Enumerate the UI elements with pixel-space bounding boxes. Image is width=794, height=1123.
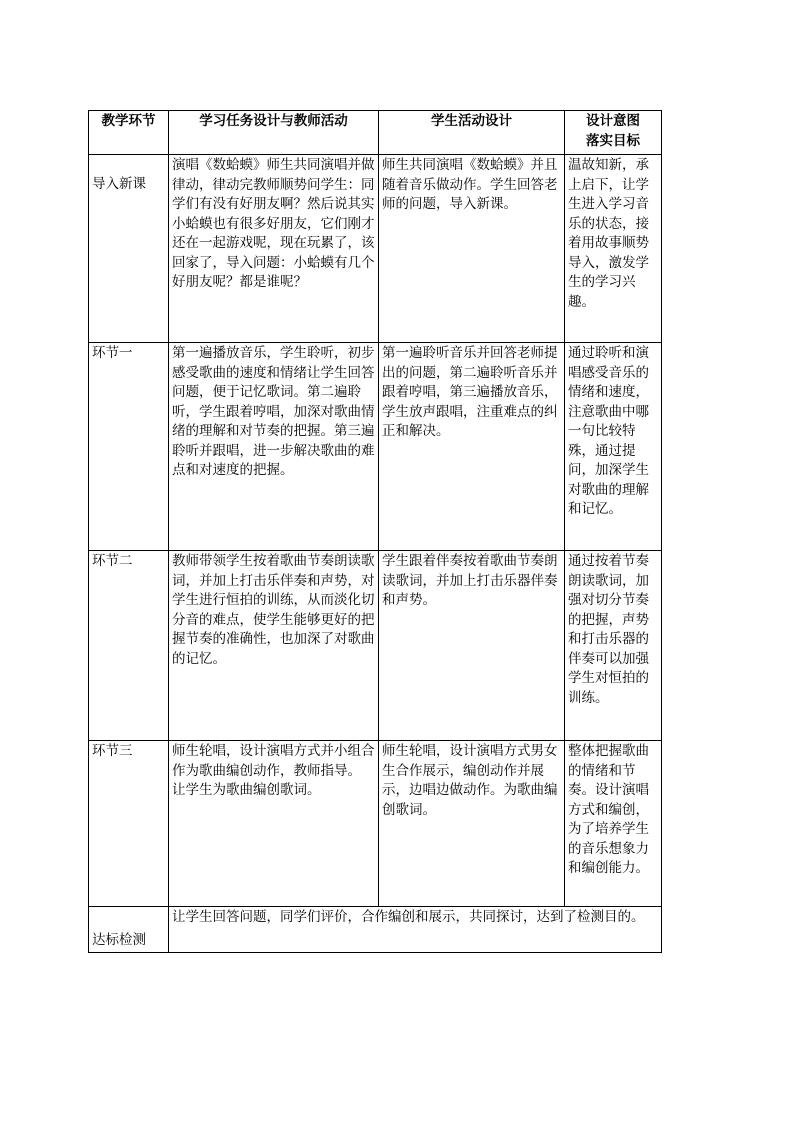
stage-label: 达标检测 [89,907,169,953]
teacher-activity: 演唱《数蛤蟆》师生共同演唱并做律动，律动完教师顺势问学生：同学们有没有好朋友啊？然后说其实小蛤蟆也有很多好朋友，它们刚才还在一起游戏呢，现在玩累了，该回家了，导入问题：小蛤蟆有几个好朋友呢？都是谁呢？ [169,155,379,343]
header-design-intent: 设计意图 落实目标 [565,111,662,155]
design-intent: 整体把握歌曲的情绪和节奏。设计演唱方式和编创，为了培养学生的音乐想象力和编创能力。 [565,741,662,907]
stage-label: 环节二 [89,551,169,741]
header-student-activity: 学生活动设计 [379,111,565,155]
design-intent: 通过聆听和演唱感受音乐的情绪和速度，注意歌曲中哪一句比较特殊，通过提问，加深学生对歌曲的理解和记忆。 [565,343,662,551]
student-activity: 师生轮唱，设计演唱方式男女生合作展示，编创动作并展示，边唱边做动作。为歌曲编创歌词。 [379,741,565,907]
lesson-plan-table [88,110,662,953]
header-row [89,111,662,155]
stage-label: 环节三 [89,741,169,907]
table-row [89,155,662,343]
teacher-activity: 教师带领学生按着歌曲节奏朗读歌词，并加上打击乐伴奏和声势，对学生进行恒拍的训练，从而淡化切分音的难点，使学生能够更好的把握节奏的准确性，也加深了对歌曲的记忆。 [169,551,379,741]
stage-label: 导入新课 [89,155,169,343]
design-intent: 温故知新，承上启下，让学生进入学习音乐的状态，接着用故事顺势导入，激发学生的学习兴趣。 [565,155,662,343]
teacher-activity: 第一遍播放音乐，学生聆听，初步感受歌曲的速度和情绪让学生回答问题，便于记忆歌词。第二遍聆听，学生跟着哼唱，加深对歌曲情绪的理解和对节奏的把握。第三遍聆听并跟唱，进一步解决歌曲的难点和对速度的把握。 [169,343,379,551]
student-activity: 第一遍聆听音乐并回答老师提出的问题，第二遍聆听音乐并跟着哼唱，第三遍播放音乐，学生放声跟唱，注重难点的纠正和解决。 [379,343,565,551]
summary-text: 让学生回答问题，同学们评价，合作编创和展示，共同探讨，达到了检测目的。 [169,907,662,953]
student-activity: 师生共同演唱《数蛤蟆》并且随着音乐做动作。学生回答老师的问题，导入新课。 [379,155,565,343]
student-activity: 学生跟着伴奏按着歌曲节奏朗读歌词，并加上打击乐器伴奏和声势。 [379,551,565,741]
header-teacher-activity: 学习任务设计与教师活动 [169,111,379,155]
table-row [89,551,662,741]
design-intent: 通过按着节奏朗读歌词，加强对切分节奏的把握，声势和打击乐器的伴奏可以加强学生对恒拍的训练。 [565,551,662,741]
summary-row [89,907,662,953]
header-stage: 教学环节 [89,111,169,155]
teacher-activity: 师生轮唱，设计演唱方式并小组合作为歌曲编创动作，教师指导。 让学生为歌曲编创歌词。 [169,741,379,907]
stage-label: 环节一 [89,343,169,551]
table-row [89,343,662,551]
table-row [89,741,662,907]
